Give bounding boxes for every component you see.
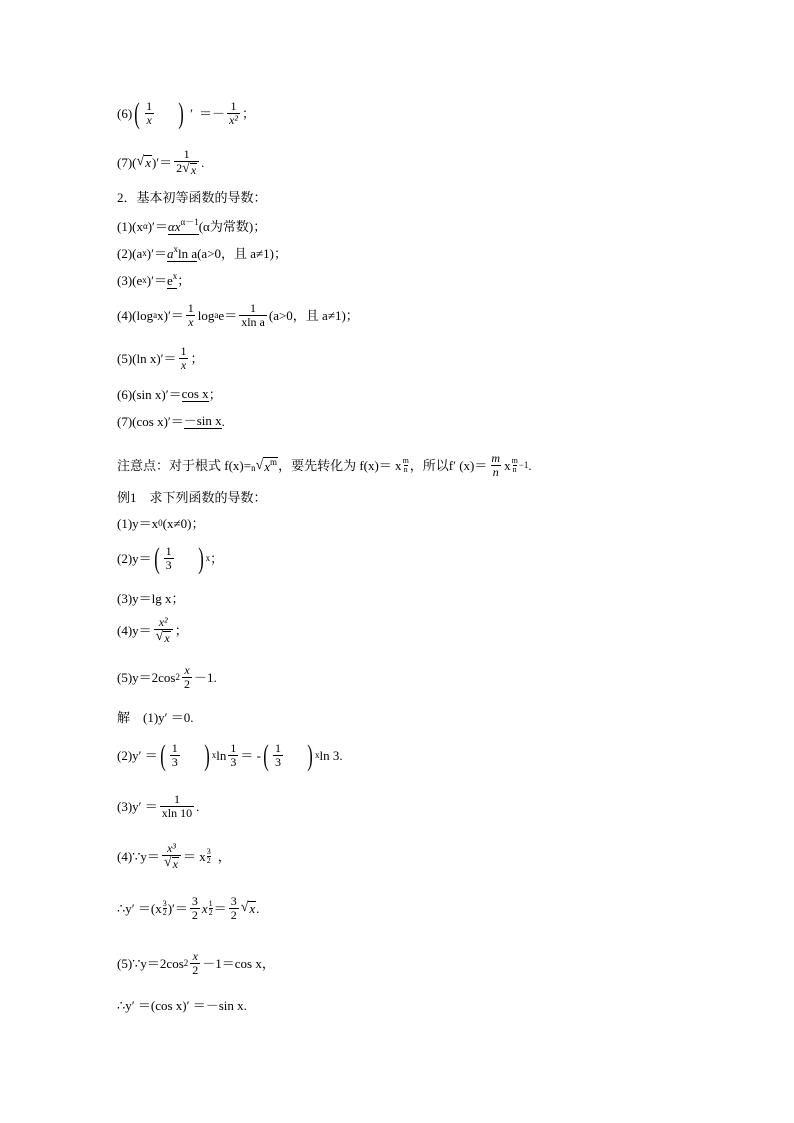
example-q5: (5)y＝2cos 2 $\frac{x}{2}$ －1. [117, 663, 217, 691]
answer-underline: $a^x\ln$ a [166, 244, 198, 261]
solution-5: ∴y′ ＝(x $\frac{3}{2}$ )′＝ $\frac{3}{2}$ x $\frac{1}{2}$ ＝ $\frac{3}{2}$ √ x . [117, 894, 260, 922]
rule-1: (1)(x α )′＝ $\alpha x^{\alpha-1}$ (α为常数)； [117, 217, 267, 234]
text: (7)( [117, 154, 137, 170]
solution-4: (4)∵y＝ x³ √ x ＝ x $\frac{3}{2}$ ， [117, 841, 231, 871]
answer-underline: －sin x [183, 413, 222, 428]
denominator: x² [229, 113, 238, 127]
denominator: 2 √ x [174, 161, 199, 177]
fraction: $\frac{1}{\text{xln a}}$ [241, 301, 265, 329]
radical: n √ $x^m$ [251, 457, 278, 475]
example-q1: (1)y＝x 0 (x≠0)； [117, 516, 205, 531]
rule-7: (7)(cos x)′＝ －sin x . [117, 413, 225, 429]
example-title: 例1 求下列函数的导数： [117, 490, 267, 505]
rule-2: (2)(a x )′＝ $a^x\ln$ a (a>0，且 a≠1)； [117, 244, 288, 261]
solution-1: 解 (1)y′ ＝0. [117, 710, 194, 725]
section-heading [117, 191, 267, 204]
solution-7: ∴y′ ＝(cos x)′ ＝－sin x. [117, 998, 247, 1013]
rule-6: (6)(sin x)′＝ cos x ； [117, 386, 222, 402]
solution-3: (3)y′ ＝ $\frac{1}{xln 10}$ . [117, 792, 200, 820]
fraction [144, 100, 154, 127]
text: ； [241, 106, 255, 121]
answer-underline: $\alpha x^{\alpha-1}$ [167, 217, 199, 234]
rule-4: (4)(log a x)′＝ $\frac{1}{x}$ log a e＝ $\frac{1}{\text{xln a}}$ (a>0，且 a≠1)； [117, 301, 359, 329]
text: (6) [117, 106, 133, 121]
formula-7 [117, 148, 204, 176]
rule-5: (5)(ln x)′＝ $\frac{1}{x}$ ； [117, 344, 204, 372]
fraction [174, 148, 199, 176]
radical: √ x [136, 154, 151, 171]
answer-underline: $e^x$ [166, 271, 178, 288]
solution-2: (2)y′ ＝ ( $\frac{1}{3}$ ) x ln $\frac{1}{3}$ ＝ - ( $\frac{1}{3}$ ) x ln 3. [117, 739, 343, 772]
example-q4: (4)y＝ x² √ x ； [117, 615, 188, 645]
fraction: $\frac{1}{x}$ [180, 344, 187, 372]
example-q3: (3)y＝lg x； [117, 591, 185, 606]
fraction: $\frac{1}{x}$ [187, 301, 194, 329]
answer-underline: cos x [181, 386, 209, 401]
formula-6 [117, 97, 255, 130]
text: )′＝ [151, 154, 173, 170]
numerator: 1 [146, 99, 153, 113]
text: . [201, 154, 205, 170]
paren-group: ( $\frac{1}{x}$ ) [134, 97, 184, 130]
fraction: $\frac{m}{n}$ [491, 451, 501, 479]
solution-6: (5)∵y＝2cos 2 $\frac{x}{2}$ －1＝cos x， [117, 949, 275, 977]
note-line: 注意点：对于根式 f(x)= n √ $x^m$ ，要先转化为 f(x)＝ x $\frac{m}{n}$ ，所以f′ (x)＝ $\frac{m}{n}$ x $\frac{m}{n}$ −1 . [117, 451, 532, 479]
fraction [227, 100, 240, 126]
example-q2: (2)y＝ ( $\frac{1}{3}$ ) x ； [117, 542, 224, 575]
numerator: 1 [183, 147, 190, 161]
heading-text: 2．基本初等函数的导数： [117, 190, 267, 205]
rule-3: (3)(e x )′＝ $e^x$ ； [117, 271, 191, 288]
text: ＝－ [199, 106, 226, 121]
numerator: 1 [230, 99, 237, 114]
denominator: x [146, 112, 152, 127]
prime: ′ [190, 106, 194, 121]
